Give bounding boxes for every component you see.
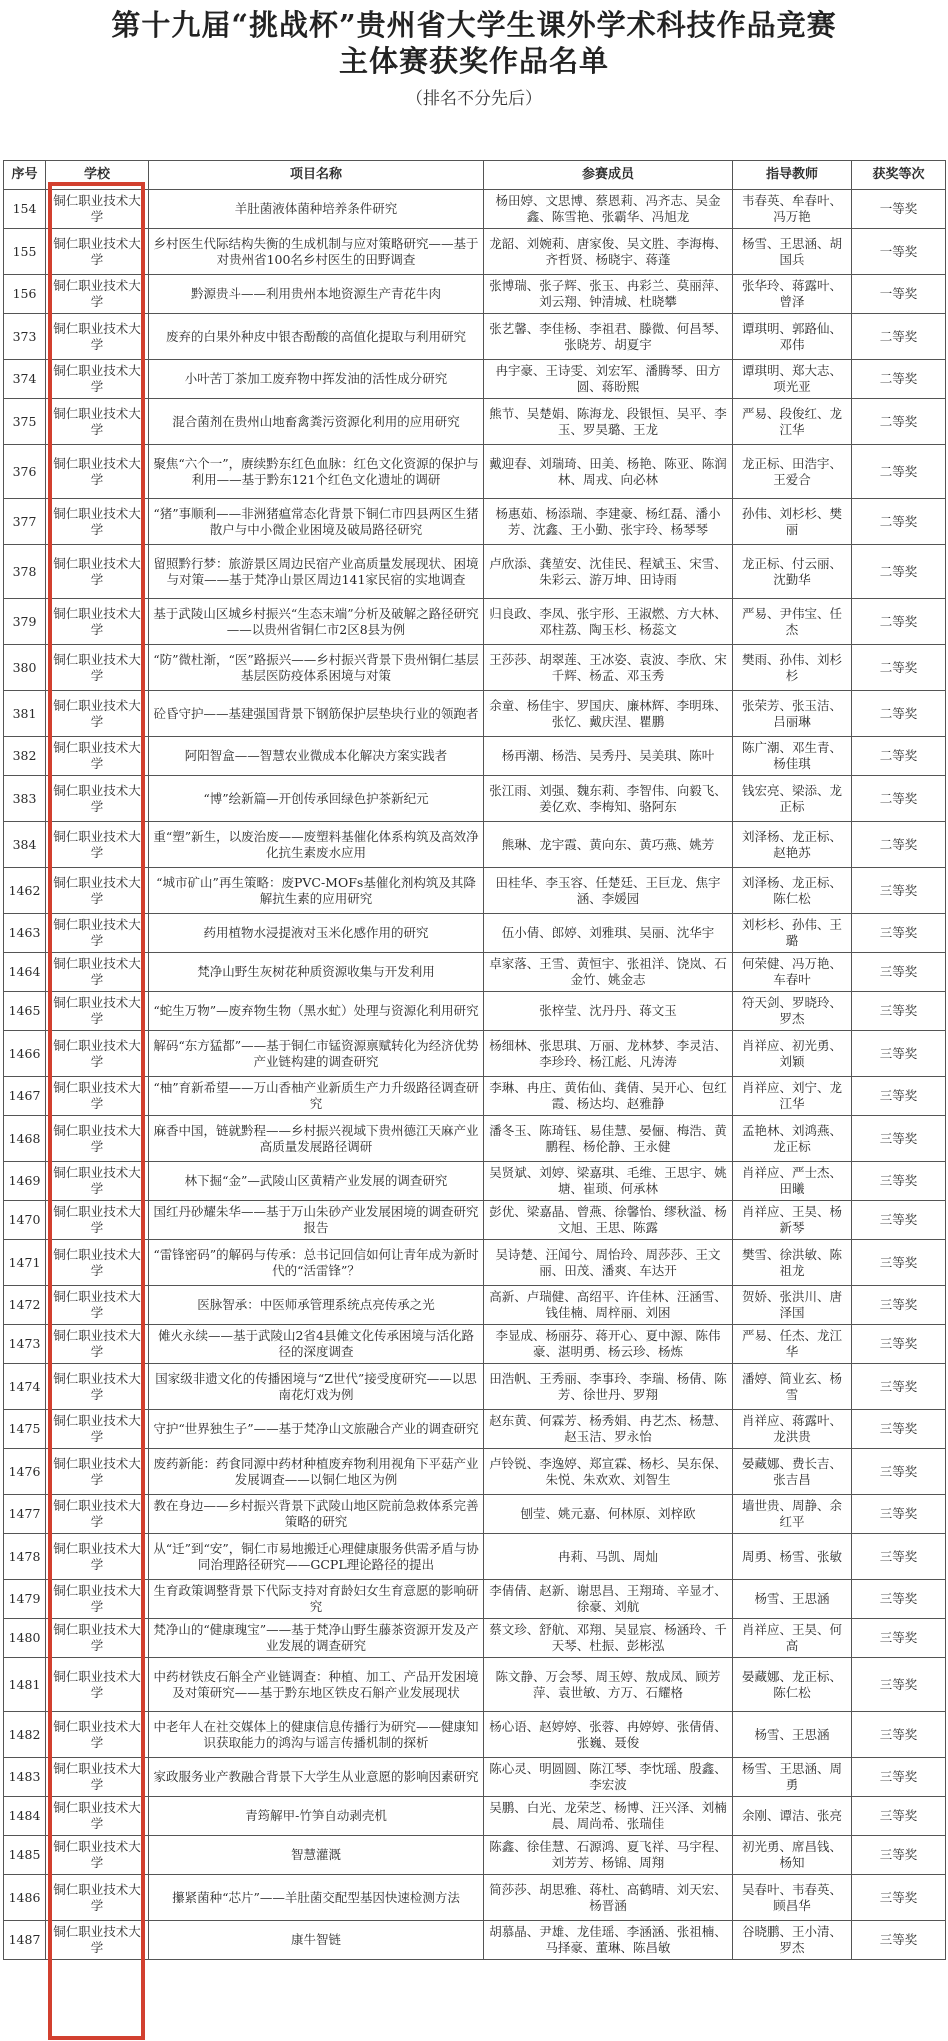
cell-school: 铜仁职业技术大学 [46, 1580, 149, 1619]
cell-school: 铜仁职业技术大学 [46, 992, 149, 1031]
cell-members: 刨莹、姚元嘉、何林原、刘梓欧 [484, 1495, 733, 1534]
cell-project: 药用植物水浸提液对玉米化感作用的研究 [149, 914, 484, 953]
cell-no: 375 [4, 399, 46, 445]
cell-school: 铜仁职业技术大学 [46, 1534, 149, 1580]
cell-school: 铜仁职业技术大学 [46, 275, 149, 314]
cell-school: 铜仁职业技术大学 [46, 229, 149, 275]
cell-teachers: 张荣芳、张玉洁、吕丽琳 [733, 691, 852, 737]
cell-award: 三等奖 [852, 1364, 946, 1410]
highlight-box [48, 182, 145, 2040]
cell-no: 1476 [4, 1449, 46, 1495]
cell-project: 基于武陵山区城乡村振兴“生态末端”分析及破解之路径研究——以贵州省铜仁市2区8县为例 [149, 599, 484, 645]
cell-teachers: 晏藏娜、费长吉、张吉昌 [733, 1449, 852, 1495]
cell-school: 铜仁职业技术大学 [46, 1836, 149, 1875]
cell-project: 废弃的白果外种皮中银杏酚酸的高值化提取与利用研究 [149, 314, 484, 360]
cell-members: 卢铃锐、李逸婷、郑宣霖、杨杉、吴东保、朱悦、朱欢欢、刘智生 [484, 1449, 733, 1495]
cell-award: 一等奖 [852, 275, 946, 314]
cell-award: 三等奖 [852, 1410, 946, 1449]
cell-award: 三等奖 [852, 1325, 946, 1364]
cell-teachers: 谭琪明、郭路仙、邓伟 [733, 314, 852, 360]
cell-members: 卢欣添、龚堃安、沈佳民、程斌玉、宋雪、朱彩云、游万坤、田诗雨 [484, 545, 733, 599]
cell-award: 三等奖 [852, 1201, 946, 1240]
cell-award: 三等奖 [852, 1758, 946, 1797]
cell-project: 小叶苦丁茶加工废弃物中挥发油的活性成分研究 [149, 360, 484, 399]
cell-no: 156 [4, 275, 46, 314]
cell-school: 铜仁职业技术大学 [46, 1116, 149, 1162]
cell-award: 三等奖 [852, 1495, 946, 1534]
cell-project: 家政服务业产教融合背景下大学生从业意愿的影响因素研究 [149, 1758, 484, 1797]
cell-teachers: 潘婷、简业玄、杨雪 [733, 1364, 852, 1410]
cell-award: 三等奖 [852, 1077, 946, 1116]
cell-school: 铜仁职业技术大学 [46, 1162, 149, 1201]
cell-project: 从“迁”到“安”，铜仁市易地搬迁心理健康服务供需矛盾与协同治理路径研究——GCPL理论路径的提出 [149, 1534, 484, 1580]
cell-award: 二等奖 [852, 599, 946, 645]
cell-teachers: 肖祥应、王昊、杨新琴 [733, 1201, 852, 1240]
cell-project: 生育政策调整背景下代际支持对育龄妇女生育意愿的影响研究 [149, 1580, 484, 1619]
cell-members: 余童、杨佳宇、罗国庆、廉林辉、李明珠、张忆、戴庆涅、瞿鹏 [484, 691, 733, 737]
cell-members: 张江雨、刘强、魏东莉、李智伟、向毅飞、姜亿欢、李梅知、骆阿东 [484, 776, 733, 822]
cell-project: 林下掘“金”—武陵山区黄精产业发展的调查研究 [149, 1162, 484, 1201]
cell-no: 154 [4, 190, 46, 229]
cell-members: 张艺馨、李佳杨、李祖君、滕微、何昌琴、张晓芳、胡夏宇 [484, 314, 733, 360]
cell-teachers: 张华玲、蒋露叶、曾泽 [733, 275, 852, 314]
cell-school: 铜仁职业技术大学 [46, 953, 149, 992]
cell-award: 二等奖 [852, 545, 946, 599]
title-line-1: 第十九届“挑战杯”贵州省大学生课外学术科技作品竞赛 [111, 8, 837, 42]
cell-school: 铜仁职业技术大学 [46, 868, 149, 914]
cell-members: 杨田婷、文思博、蔡恩莉、冯齐志、吴金鑫、陈雪艳、张霸华、冯旭龙 [484, 190, 733, 229]
cell-award: 三等奖 [852, 1534, 946, 1580]
cell-members: 杨细林、张思琪、万丽、龙林梦、李灵洁、李珍玲、杨江彪、凡涛涛 [484, 1031, 733, 1077]
cell-school: 铜仁职业技术大学 [46, 360, 149, 399]
cell-teachers: 龙正标、田浩宇、王爱合 [733, 445, 852, 499]
cell-school: 铜仁职业技术大学 [46, 1875, 149, 1921]
cell-award: 三等奖 [852, 1836, 946, 1875]
cell-project: “博”绘新篇—开创传承回绿色护茶新纪元 [149, 776, 484, 822]
cell-award: 二等奖 [852, 737, 946, 776]
cell-members: 李倩倩、赵新、谢思昌、王翔琦、辛显才、徐豪、刘航 [484, 1580, 733, 1619]
cell-teachers: 肖祥应、刘宁、龙江华 [733, 1077, 852, 1116]
cell-award: 三等奖 [852, 1162, 946, 1201]
cell-teachers: 杨雪、王思涵 [733, 1712, 852, 1758]
subtitle: （排名不分先后） [406, 89, 542, 109]
cell-members: 戴迎春、刘瑞琦、田美、杨艳、陈亚、陈润林、周戎、向必林 [484, 445, 733, 499]
cell-no: 1473 [4, 1325, 46, 1364]
cell-members: 李琳、冉庄、黄佑仙、龚倩、吴开心、包红霞、杨达均、赵雅静 [484, 1077, 733, 1116]
cell-school: 铜仁职业技术大学 [46, 914, 149, 953]
cell-members: 胡慕晶、尹雄、龙佳瑶、李涵涵、张祖楠、马择豪、董琳、陈昌敏 [484, 1921, 733, 1960]
cell-no: 379 [4, 599, 46, 645]
cell-project: 国红丹砂耀朱华——基于万山朱砂产业发展困境的调查研究报告 [149, 1201, 484, 1240]
cell-project: 留照黔行梦：旅游景区周边民宿产业高质量发展现状、困境与对策——基于梵净山景区周边141家民宿的实地调查 [149, 545, 484, 599]
cell-award: 二等奖 [852, 691, 946, 737]
cell-school: 铜仁职业技术大学 [46, 1797, 149, 1836]
cell-award: 三等奖 [852, 1449, 946, 1495]
cell-teachers: 孟艳林、刘鸿燕、龙正标 [733, 1116, 852, 1162]
cell-members: 杨再潮、杨浩、吴秀丹、吴美琪、陈叶 [484, 737, 733, 776]
cell-project: 国家级非遗文化的传播困境与“Z世代”接受度研究——以思南花灯戏为例 [149, 1364, 484, 1410]
cell-members: 伍小倩、郎婷、刘雅琪、吴丽、沈华宇 [484, 914, 733, 953]
cell-award: 二等奖 [852, 399, 946, 445]
cell-award: 三等奖 [852, 1031, 946, 1077]
cell-project: “雷锋密码”的解码与传承：总书记回信如何让青年成为新时代的“活雷锋”？ [149, 1240, 484, 1286]
cell-award: 二等奖 [852, 314, 946, 360]
cell-school: 铜仁职业技术大学 [46, 499, 149, 545]
cell-school: 铜仁职业技术大学 [46, 822, 149, 868]
cell-award: 三等奖 [852, 1116, 946, 1162]
cell-members: 熊琳、龙宇霞、黄向东、黄巧燕、姚芳 [484, 822, 733, 868]
cell-members: 田浩帆、王秀丽、李事玲、李瑞、杨倩、陈芳、徐世丹、罗翔 [484, 1364, 733, 1410]
cell-members: 赵东黄、何霖芳、杨秀娟、冉艺杰、杨慧、赵玉洁、罗永怡 [484, 1410, 733, 1449]
cell-project: 混合菌剂在贵州山地畜禽粪污资源化利用的应用研究 [149, 399, 484, 445]
cell-teachers: 陈广潮、邓生青、杨佳琪 [733, 737, 852, 776]
cell-school: 铜仁职业技术大学 [46, 399, 149, 445]
cell-project: 守护“世界独生子”——基于梵净山文旅融合产业的调查研究 [149, 1410, 484, 1449]
cell-teachers: 何荣健、冯万艳、车春叶 [733, 953, 852, 992]
cell-teachers: 樊雪、徐洪敏、陈祖龙 [733, 1240, 852, 1286]
cell-project: 阿阳智盒——智慧农业微成本化解决方案实践者 [149, 737, 484, 776]
cell-project: 羊肚菌液体菌种培养条件研究 [149, 190, 484, 229]
cell-teachers: 谷晓鹏、王小清、罗杰 [733, 1921, 852, 1960]
cell-no: 1478 [4, 1534, 46, 1580]
cell-no: 1470 [4, 1201, 46, 1240]
cell-school: 铜仁职业技术大学 [46, 445, 149, 499]
cell-project: 黔源贵斗——利用贵州本地资源生产青花牛肉 [149, 275, 484, 314]
cell-teachers: 刘泽杨、龙正标、陈仁松 [733, 868, 852, 914]
cell-no: 1480 [4, 1619, 46, 1658]
cell-project: “防”微杜渐，“医”路振兴——乡村振兴背景下贵州铜仁基层基层医防疫体系困境与对策 [149, 645, 484, 691]
cell-teachers: 周勇、杨雪、张敏 [733, 1534, 852, 1580]
cell-no: 1486 [4, 1875, 46, 1921]
cell-project: 重“塑”新生，以废治废——废塑料基催化体系构筑及高效净化抗生素废水应用 [149, 822, 484, 868]
cell-no: 1479 [4, 1580, 46, 1619]
cell-members: 张博瑞、张子辉、张玉、冉彩兰、莫丽萍、刘云翔、钟清城、杜晓攀 [484, 275, 733, 314]
cell-project: 废药新能：药食同源中药材种植废弃物利用视角下平菇产业发展调查——以铜仁地区为例 [149, 1449, 484, 1495]
cell-teachers: 初光勇、席昌钱、杨知 [733, 1836, 852, 1875]
cell-teachers: 杨雪、王思涵、胡国兵 [733, 229, 852, 275]
cell-school: 铜仁职业技术大学 [46, 190, 149, 229]
cell-no: 1483 [4, 1758, 46, 1797]
cell-no: 381 [4, 691, 46, 737]
cell-teachers: 严易、任杰、龙江华 [733, 1325, 852, 1364]
cell-no: 1467 [4, 1077, 46, 1116]
cell-teachers: 严易、段俊红、龙江华 [733, 399, 852, 445]
cell-school: 铜仁职业技术大学 [46, 1325, 149, 1364]
cell-school: 铜仁职业技术大学 [46, 1495, 149, 1534]
cell-members: 卓家落、王雪、黄恒宇、张祖洋、饶岚、石金竹、姚金志 [484, 953, 733, 992]
cell-award: 三等奖 [852, 992, 946, 1031]
cell-no: 1463 [4, 914, 46, 953]
cell-teachers: 杨雪、王思涵、周勇 [733, 1758, 852, 1797]
cell-award: 一等奖 [852, 190, 946, 229]
cell-award: 三等奖 [852, 1875, 946, 1921]
cell-teachers: 肖祥应、严士杰、田曦 [733, 1162, 852, 1201]
cell-no: 1466 [4, 1031, 46, 1077]
cell-award: 三等奖 [852, 868, 946, 914]
col-header-no: 序号 [4, 161, 46, 190]
cell-members: 陈鑫、徐佳慧、石源鸿、夏飞祥、马宇程、刘芳芳、杨锦、周翔 [484, 1836, 733, 1875]
cell-members: 吴鹏、白光、龙荣芝、杨博、汪兴泽、刘楠晨、周尚希、张瑞佳 [484, 1797, 733, 1836]
cell-school: 铜仁职业技术大学 [46, 1449, 149, 1495]
cell-project: 乡村医生代际结构失衡的生成机制与应对策略研究——基于对贵州省100名乡村医生的田野调查 [149, 229, 484, 275]
col-header-members: 参赛成员 [484, 161, 733, 190]
cell-teachers: 墙世贵、周静、余红平 [733, 1495, 852, 1534]
cell-school: 铜仁职业技术大学 [46, 1758, 149, 1797]
cell-teachers: 余刚、谭洁、张亮 [733, 1797, 852, 1836]
cell-no: 155 [4, 229, 46, 275]
col-header-award: 获奖等次 [852, 161, 946, 190]
cell-members: 龙韶、刘婉莉、唐家俊、吴文胜、李海梅、齐哲贤、杨晓宇、蒋蓬 [484, 229, 733, 275]
cell-teachers: 严易、尹伟宝、任杰 [733, 599, 852, 645]
cell-project: 聚焦“六个一”，赓续黔东红色血脉：红色文化资源的保护与利用——基于黔东121个红色文化遗址的调研 [149, 445, 484, 499]
cell-project: 梵净山野生灰树花种质资源收集与开发利用 [149, 953, 484, 992]
cell-award: 三等奖 [852, 1240, 946, 1286]
cell-no: 1482 [4, 1712, 46, 1758]
cell-members: 李显成、杨丽芬、蒋开心、夏中源、陈伟豪、湛明勇、杨云珍、杨炼 [484, 1325, 733, 1364]
cell-no: 1472 [4, 1286, 46, 1325]
cell-no: 1477 [4, 1495, 46, 1534]
cell-school: 铜仁职业技术大学 [46, 1658, 149, 1712]
cell-teachers: 符天剑、罗晓玲、罗杰 [733, 992, 852, 1031]
cell-project: 智慧灌溉 [149, 1836, 484, 1875]
cell-award: 三等奖 [852, 914, 946, 953]
cell-school: 铜仁职业技术大学 [46, 1240, 149, 1286]
cell-school: 铜仁职业技术大学 [46, 1364, 149, 1410]
cell-members: 张梓莹、沈丹丹、蒋文玉 [484, 992, 733, 1031]
cell-school: 铜仁职业技术大学 [46, 1077, 149, 1116]
cell-teachers: 刘杉杉、孙伟、王璐 [733, 914, 852, 953]
cell-project: 麻香中国，链就黔程——乡村振兴视域下贵州德江天麻产业高质量发展路径调研 [149, 1116, 484, 1162]
cell-school: 铜仁职业技术大学 [46, 1201, 149, 1240]
cell-members: 杨惠茹、杨添瑞、李建豪、杨红磊、潘小芳、沈鑫、王小勤、张宇玲、杨琴琴 [484, 499, 733, 545]
cell-teachers: 贺娇、张洪川、唐泽国 [733, 1286, 852, 1325]
cell-members: 潘冬玉、陈琦钰、易佳慧、晏俪、梅浩、黄鹏程、杨伦静、王永健 [484, 1116, 733, 1162]
col-header-teachers: 指导教师 [733, 161, 852, 190]
cell-school: 铜仁职业技术大学 [46, 1031, 149, 1077]
cell-project: 梵净山的“健康瑰宝”——基于梵净山野生藤茶资源开发及产业发展的调查研究 [149, 1619, 484, 1658]
cell-no: 377 [4, 499, 46, 545]
cell-school: 铜仁职业技术大学 [46, 1619, 149, 1658]
title-line-2: 主体赛获奖作品名单 [338, 44, 609, 78]
cell-school: 铜仁职业技术大学 [46, 599, 149, 645]
cell-teachers: 孙伟、刘杉杉、樊丽 [733, 499, 852, 545]
cell-no: 382 [4, 737, 46, 776]
cell-no: 1465 [4, 992, 46, 1031]
cell-award: 三等奖 [852, 1658, 946, 1712]
cell-award: 三等奖 [852, 1580, 946, 1619]
cell-award: 三等奖 [852, 1619, 946, 1658]
cell-project: 医脉智承：中医师承管理系统点亮传承之光 [149, 1286, 484, 1325]
cell-no: 1485 [4, 1836, 46, 1875]
cell-teachers: 晏藏娜、龙正标、陈仁松 [733, 1658, 852, 1712]
cell-project: 砼昏守护——基建强国背景下钢筋保护层垫块行业的领跑者 [149, 691, 484, 737]
cell-teachers: 刘泽杨、龙正标、赵艳苏 [733, 822, 852, 868]
cell-teachers: 韦春英、牟春叶、冯万艳 [733, 190, 852, 229]
cell-school: 铜仁职业技术大学 [46, 737, 149, 776]
cell-project: 中药材铁皮石斛全产业链调查：种植、加工、产品开发困境及对策研究——基于黔东地区铁皮石斛产业发展现状 [149, 1658, 484, 1712]
cell-school: 铜仁职业技术大学 [46, 776, 149, 822]
cell-teachers: 吴春叶、韦春英、顾昌华 [733, 1875, 852, 1921]
cell-school: 铜仁职业技术大学 [46, 1410, 149, 1449]
cell-award: 三等奖 [852, 1797, 946, 1836]
cell-members: 彭优、梁嘉晶、曾燕、徐馨怡、缪秋溢、杨文旭、王思、陈露 [484, 1201, 733, 1240]
cell-members: 冉莉、马凯、周灿 [484, 1534, 733, 1580]
cell-members: 高新、卢瑞健、高绍平、许佳林、汪涵雪、钱佳楠、周梓丽、刘困 [484, 1286, 733, 1325]
cell-no: 373 [4, 314, 46, 360]
cell-teachers: 谭琪明、郑大志、项光亚 [733, 360, 852, 399]
cell-no: 380 [4, 645, 46, 691]
col-header-project: 项目名称 [149, 161, 484, 190]
cell-project: 解码“东方猛都”——基于铜仁市锰资源禀赋转化为经济优势产业链构建的调查研究 [149, 1031, 484, 1077]
cell-members: 陈文静、万会琴、周玉婷、敖成凤、顾芳萍、袁世敏、方万、石耀格 [484, 1658, 733, 1712]
cell-teachers: 樊雨、孙伟、刘杉杉 [733, 645, 852, 691]
cell-no: 383 [4, 776, 46, 822]
cell-no: 1462 [4, 868, 46, 914]
cell-no: 1464 [4, 953, 46, 992]
cell-project: “柚”育新希望——万山香柚产业新质生产力升级路径调查研究 [149, 1077, 484, 1116]
cell-no: 1469 [4, 1162, 46, 1201]
col-header-school: 学校 [46, 161, 149, 190]
cell-award: 三等奖 [852, 953, 946, 992]
cell-teachers: 龙正标、付云丽、沈勤华 [733, 545, 852, 599]
cell-project: 康牛智链 [149, 1921, 484, 1960]
cell-award: 二等奖 [852, 445, 946, 499]
cell-members: 王莎莎、胡翠莲、王冰姿、袁波、李欣、宋千辉、杨孟、邓玉秀 [484, 645, 733, 691]
cell-award: 三等奖 [852, 1921, 946, 1960]
cell-school: 铜仁职业技术大学 [46, 645, 149, 691]
cell-members: 熊节、吴楚娟、陈海龙、段银恒、吴平、李玉、罗昊璐、王龙 [484, 399, 733, 445]
cell-members: 吴诗楚、汪闻兮、周怡玲、周莎莎、王文丽、田茂、潘爽、车达开 [484, 1240, 733, 1286]
cell-teachers: 钱宏亮、梁添、龙正标 [733, 776, 852, 822]
cell-project: 傩火永续——基于武陵山2省4县傩文化传承困境与活化路径的深度调查 [149, 1325, 484, 1364]
cell-project: 攥紧菌种“芯片”——羊肚菌交配型基因快速检测方法 [149, 1875, 484, 1921]
cell-award: 一等奖 [852, 229, 946, 275]
cell-teachers: 肖祥应、王昊、何高 [733, 1619, 852, 1658]
cell-members: 冉宇豪、王诗雯、刘宏军、潘腾琴、田方圆、蒋盼熙 [484, 360, 733, 399]
cell-no: 374 [4, 360, 46, 399]
cell-school: 铜仁职业技术大学 [46, 691, 149, 737]
cell-teachers: 肖祥应、蒋露叶、龙洪贵 [733, 1410, 852, 1449]
cell-no: 376 [4, 445, 46, 499]
cell-school: 铜仁职业技术大学 [46, 1712, 149, 1758]
cell-members: 归良政、李凤、张宇形、王淑燃、方大林、邓柱荔、陶玉杉、杨蕊文 [484, 599, 733, 645]
cell-school: 铜仁职业技术大学 [46, 545, 149, 599]
cell-project: 青筠解甲-竹笋自动剥壳机 [149, 1797, 484, 1836]
cell-award: 三等奖 [852, 1286, 946, 1325]
cell-no: 1471 [4, 1240, 46, 1286]
cell-award: 三等奖 [852, 1712, 946, 1758]
cell-no: 1484 [4, 1797, 46, 1836]
cell-school: 铜仁职业技术大学 [46, 1921, 149, 1960]
cell-school: 铜仁职业技术大学 [46, 1286, 149, 1325]
cell-award: 二等奖 [852, 822, 946, 868]
cell-award: 二等奖 [852, 360, 946, 399]
cell-no: 1481 [4, 1658, 46, 1712]
cell-no: 1487 [4, 1921, 46, 1960]
cell-no: 1474 [4, 1364, 46, 1410]
cell-no: 384 [4, 822, 46, 868]
cell-members: 陈心灵、明圆圆、陈江琴、李忱瑶、殷鑫、李宏波 [484, 1758, 733, 1797]
cell-project: “猪”事顺利——非洲猪瘟常态化背景下铜仁市四县两区生猪散户与中小微企业困境及破局路径研究 [149, 499, 484, 545]
cell-award: 二等奖 [852, 776, 946, 822]
cell-members: 吴贤斌、刘婷、梁嘉琪、毛维、王思宇、姚塘、崔琐、何承林 [484, 1162, 733, 1201]
cell-school: 铜仁职业技术大学 [46, 314, 149, 360]
cell-no: 1475 [4, 1410, 46, 1449]
cell-no: 1468 [4, 1116, 46, 1162]
cell-award: 二等奖 [852, 645, 946, 691]
cell-project: 中老年人在社交媒体上的健康信息传播行为研究——健康知识获取能力的鸿沟与谣言传播机制的探析 [149, 1712, 484, 1758]
cell-members: 田桂华、李玉容、任楚廷、王巨龙、焦宇涵、李媛园 [484, 868, 733, 914]
cell-award: 二等奖 [852, 499, 946, 545]
cell-project: “蛇生万物”—废弃物生物（黑水虻）处理与资源化利用研究 [149, 992, 484, 1031]
cell-teachers: 杨雪、王思涵 [733, 1580, 852, 1619]
cell-project: “城市矿山”再生策略：废PVC-MOFs基催化剂构筑及其降解抗生素的应用研究 [149, 868, 484, 914]
cell-members: 杨心语、赵婷婷、张蓉、冉婷婷、张倩倩、张巍、聂俊 [484, 1712, 733, 1758]
cell-project: 教在身边——乡村振兴背景下武陵山地区院前急救体系完善策略的研究 [149, 1495, 484, 1534]
cell-members: 简莎莎、胡思雅、蒋杜、高鹤晴、刘天宏、杨晋涵 [484, 1875, 733, 1921]
cell-no: 378 [4, 545, 46, 599]
cell-members: 蔡文珍、舒航、邓翔、吴显宸、杨涵玲、千天琴、杜振、彭彬泓 [484, 1619, 733, 1658]
cell-teachers: 肖祥应、初光勇、刘颖 [733, 1031, 852, 1077]
